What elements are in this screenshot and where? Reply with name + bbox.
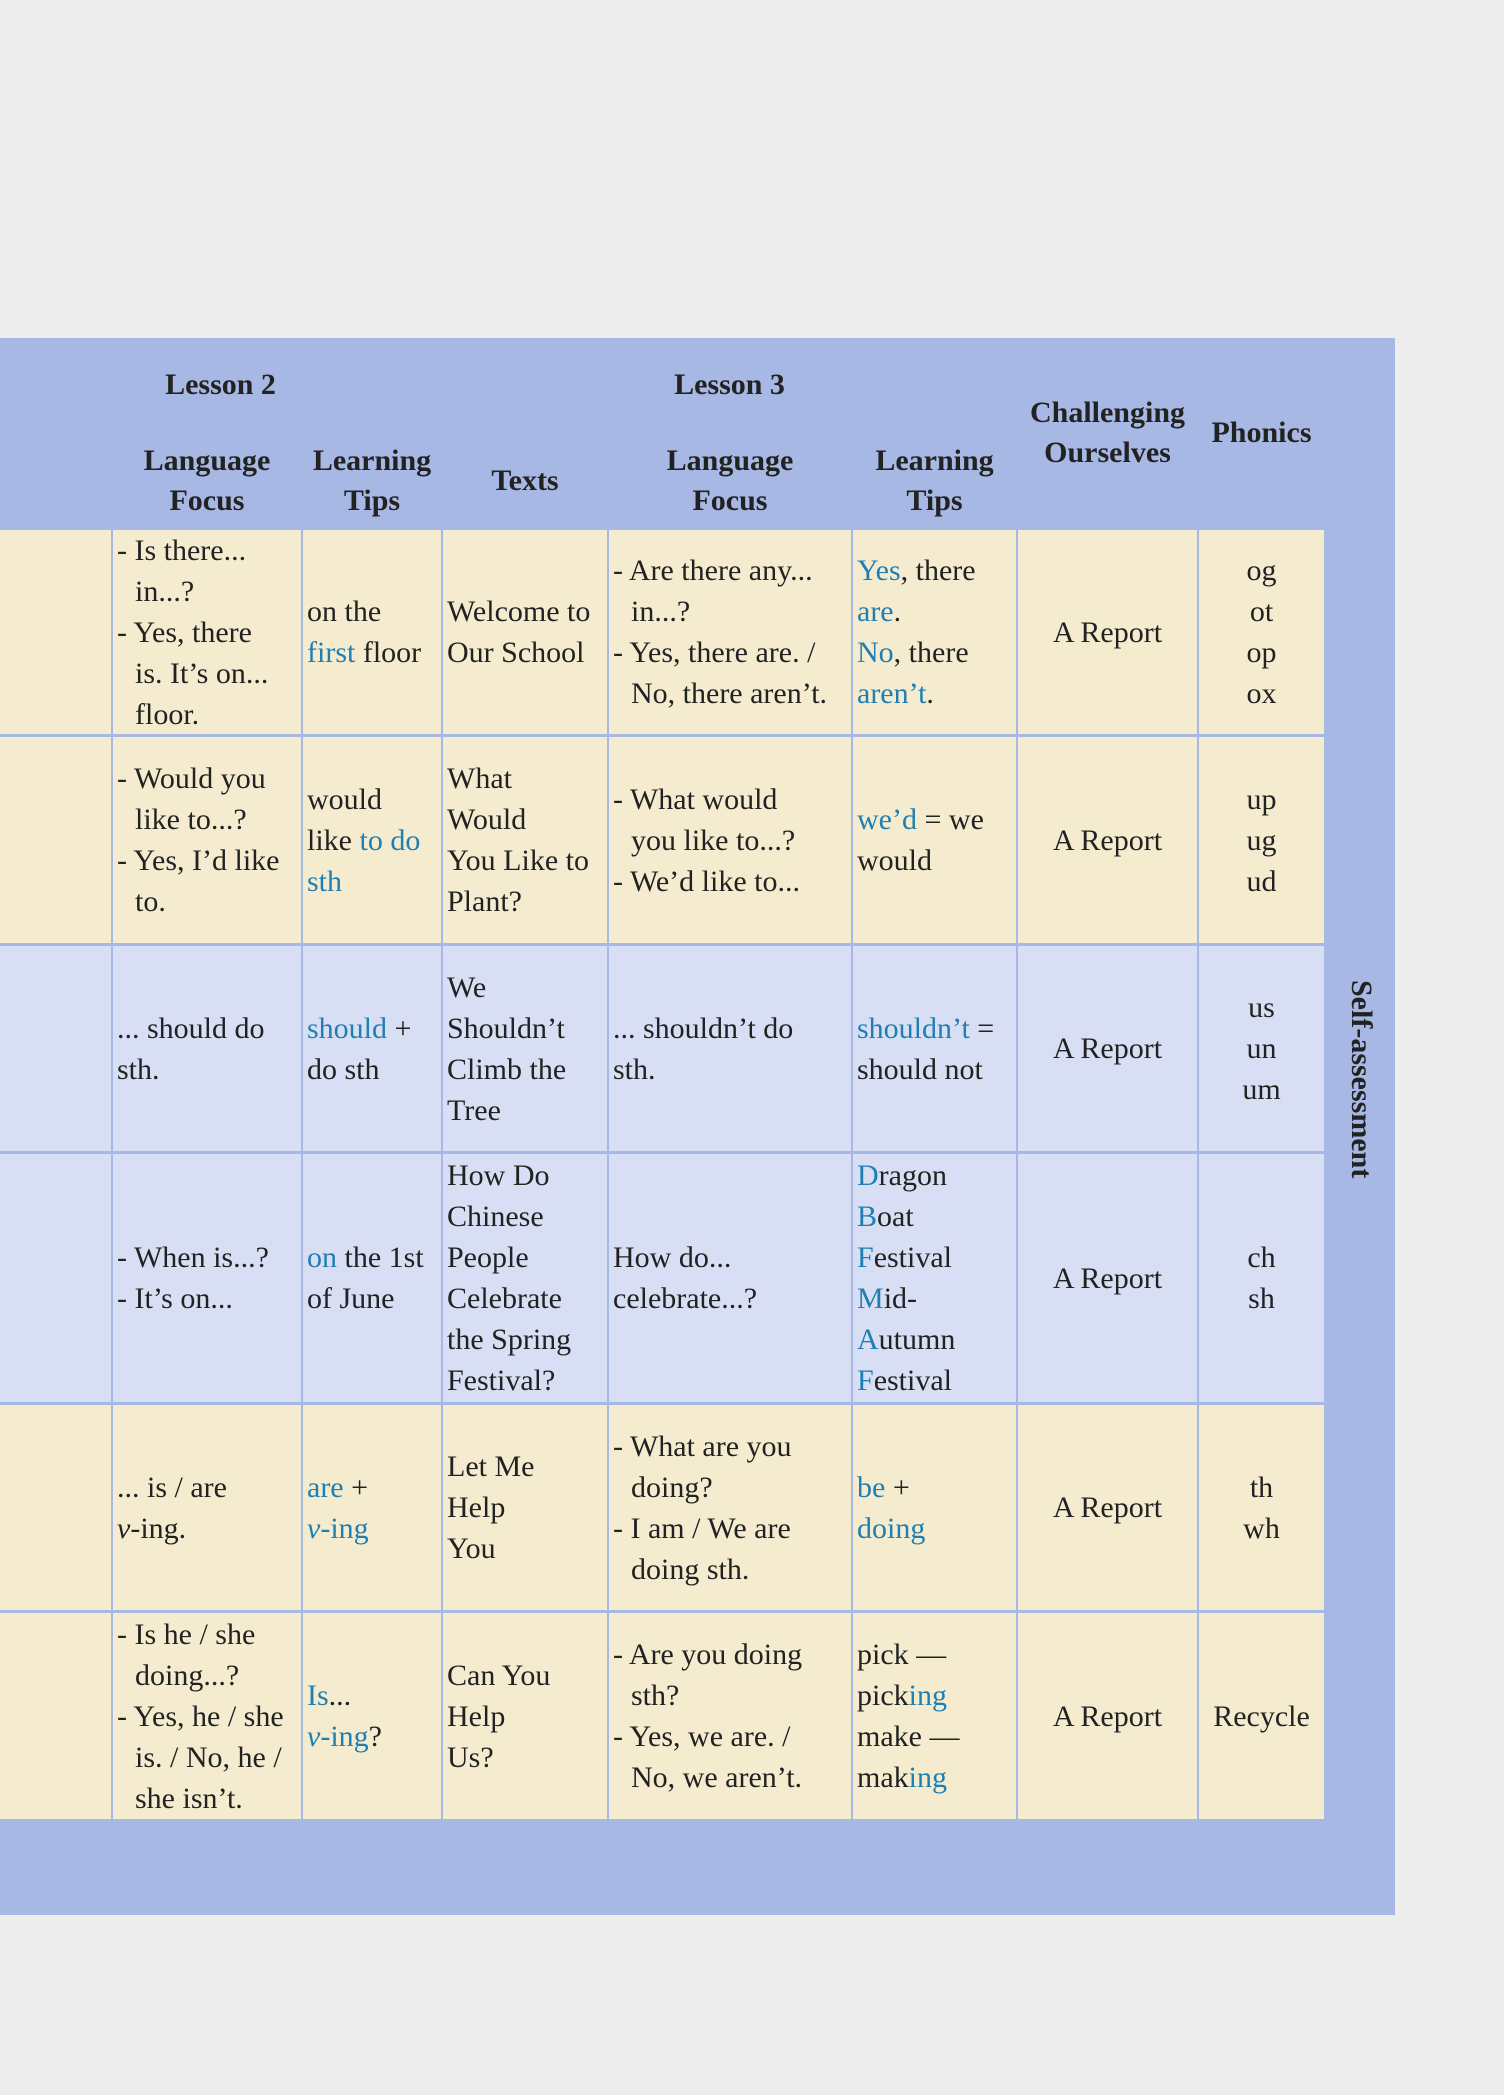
plain-text: .	[893, 595, 902, 628]
l2-learning-tips-cell	[303, 1613, 441, 1819]
cell-text	[117, 1467, 227, 1549]
cell-text	[117, 758, 280, 922]
text-line: Ourselves	[1044, 435, 1171, 469]
text-line: in...?	[135, 574, 195, 608]
cell-text	[1242, 987, 1280, 1110]
l2-language-focus-cell	[113, 1154, 301, 1402]
text-line: Focus	[692, 483, 768, 517]
phonics-cell	[1199, 530, 1324, 734]
text-line: um	[1242, 1073, 1281, 1106]
text-line: Challenging	[1029, 395, 1186, 429]
text-line	[857, 1757, 959, 1798]
text-line: Recycle	[1213, 1699, 1310, 1733]
cell-text	[857, 1155, 955, 1401]
text-line: - We’d like to...	[613, 864, 800, 898]
highlighted-text: doing	[857, 1511, 926, 1545]
plain-text: like	[307, 823, 360, 857]
cell-text	[857, 1634, 959, 1798]
highlighted-text: Yes	[857, 554, 901, 587]
cell-text	[613, 1426, 792, 1590]
text-line	[857, 550, 976, 591]
text-line: doing sth.	[631, 1552, 750, 1586]
l2-language-focus-cell	[113, 1405, 301, 1610]
plain-text: +	[387, 1011, 412, 1045]
cell-text	[447, 758, 589, 922]
highlighted-text: v-ing	[307, 1511, 369, 1545]
cell-text	[117, 1237, 269, 1319]
l3-learning-tips-cell	[853, 530, 1016, 734]
text-line: Celebrate	[447, 1282, 562, 1315]
plain-text: , there	[900, 554, 976, 587]
l2-language-focus-header	[113, 434, 301, 527]
cell-text	[313, 441, 431, 521]
cell-text	[307, 1675, 382, 1757]
plain-text: ragon	[878, 1159, 947, 1192]
text-line: like to...?	[135, 803, 247, 836]
text-line: No, there aren’t.	[631, 677, 828, 710]
plain-text: do sth	[307, 1052, 380, 1086]
text-line: - Is he / she	[117, 1617, 256, 1651]
text-line	[857, 799, 984, 840]
plain-text: ...	[328, 1679, 352, 1712]
text-line	[857, 1049, 994, 1090]
phonics-cell	[1199, 946, 1324, 1151]
text-line	[307, 820, 420, 861]
text-line: Can You	[447, 1658, 551, 1692]
text-line	[857, 1467, 925, 1508]
text-line: - Yes, I’d like	[117, 844, 280, 877]
cell-text	[613, 1237, 757, 1319]
text-line: sth.	[117, 1052, 160, 1086]
highlighted-text: F	[857, 1241, 874, 1274]
text-line: ug	[1246, 823, 1277, 857]
text-line	[307, 1508, 369, 1549]
challenge-cell: A Report	[1018, 530, 1197, 734]
text-line: - It’s on...	[117, 1282, 233, 1315]
plain-text: pick	[857, 1679, 909, 1712]
highlighted-text: should	[307, 1011, 388, 1045]
text-line: floor.	[135, 697, 200, 731]
highlighted-text: A	[857, 1323, 879, 1356]
text-line: in...?	[631, 595, 691, 628]
plain-text: floor	[355, 636, 422, 669]
text-line: Tips	[343, 483, 401, 517]
text-line: you like to...?	[631, 823, 796, 857]
text-line: What	[447, 762, 512, 795]
plain-text: the 1st	[337, 1241, 424, 1274]
l2-learning-tips-cell	[303, 1405, 441, 1610]
l2-learning-tips-cell	[303, 1154, 441, 1402]
text-line	[857, 673, 976, 714]
text-line: Festival?	[447, 1364, 556, 1397]
text-line: Our School	[447, 636, 585, 669]
text-line	[857, 1237, 955, 1278]
text-line	[307, 1008, 411, 1049]
highlighted-text: shouldn’t	[857, 1011, 970, 1045]
unit-cell	[0, 946, 111, 1151]
text-line: - Yes, there	[117, 615, 252, 649]
text-line	[307, 861, 420, 902]
plain-text: utumn	[878, 1323, 956, 1356]
plain-text: +	[885, 1470, 910, 1504]
highlighted-text: No	[857, 636, 894, 669]
challenge-cell: A Report	[1018, 946, 1197, 1151]
text-line: the Spring	[447, 1323, 572, 1356]
plain-text: pick —	[857, 1638, 947, 1671]
challenge-cell: A Report	[1018, 1613, 1197, 1819]
plain-text: make —	[857, 1720, 960, 1753]
text-line	[857, 1634, 959, 1675]
cell-text	[144, 441, 271, 521]
highlighted-text: are	[857, 595, 894, 628]
text-line: is. / No, he /	[135, 1740, 282, 1774]
l2-language-focus-cell	[113, 530, 301, 734]
cell-text	[307, 779, 420, 902]
text-line	[857, 1155, 955, 1196]
text-line: Focus	[169, 483, 245, 517]
text-line: up	[1246, 782, 1277, 816]
l3-text-cell	[443, 946, 607, 1151]
plain-text: would	[857, 844, 932, 877]
cell-text	[857, 799, 984, 881]
l2-learning-tips-cell	[303, 530, 441, 734]
cell-text	[307, 1008, 411, 1090]
text-line: No, we aren’t.	[631, 1761, 803, 1794]
text-line: us	[1248, 991, 1275, 1024]
text-line: - I am / We are	[613, 1511, 791, 1545]
text-line: How do...	[613, 1241, 732, 1274]
text-line: wh	[1243, 1511, 1280, 1545]
text-line: ... shouldn’t do	[613, 1011, 794, 1045]
plain-text: ?	[368, 1720, 382, 1753]
text-line: Tree	[447, 1093, 501, 1127]
cell-text	[613, 1634, 802, 1798]
text-line	[307, 591, 421, 632]
l2-language-focus-cell	[113, 1613, 301, 1819]
cell-text	[447, 591, 590, 673]
highlighted-text: M	[857, 1282, 884, 1315]
l3-language-focus-header	[609, 434, 851, 527]
italic-v: v	[117, 1511, 131, 1545]
highlighted-text: ing	[908, 1679, 947, 1712]
text-line: Shouldn’t	[447, 1011, 565, 1045]
text-line: - Yes, there are. /	[613, 636, 816, 669]
l2-language-focus-cell	[113, 946, 301, 1151]
text-line	[857, 1278, 955, 1319]
l3-text-cell	[443, 737, 607, 943]
l3-language-focus-cell	[609, 1154, 851, 1402]
highlighted-text: first	[307, 636, 356, 669]
text-line: Learning	[312, 443, 432, 477]
l3-text-cell	[443, 1613, 607, 1819]
plain-text: id-	[883, 1282, 918, 1315]
text-line: sth?	[631, 1679, 680, 1712]
text-line	[857, 1319, 955, 1360]
cell-text	[1030, 393, 1185, 473]
plain-text: , there	[893, 636, 969, 669]
cell-text	[613, 550, 827, 714]
unit-cell	[0, 1613, 111, 1819]
cell-text	[1213, 1696, 1310, 1737]
plain-text: oat	[877, 1200, 914, 1233]
plain-text: should not	[857, 1052, 983, 1086]
text-line: Chinese	[447, 1200, 544, 1233]
text-line: - Is there...	[117, 533, 247, 567]
highlighted-text: F	[857, 1364, 874, 1397]
plain-text: estival	[873, 1364, 952, 1397]
highlighted-text: ing	[908, 1761, 947, 1794]
cell-text	[117, 1008, 265, 1090]
text-line: - Would you	[117, 762, 266, 795]
text-line: - Are there any...	[613, 554, 813, 587]
l2-language-focus-cell	[113, 737, 301, 943]
highlighted-text: aren’t	[857, 677, 927, 710]
challenge-cell: A Report	[1018, 1154, 1197, 1402]
plain-text: .	[926, 677, 934, 710]
plain-text: of June	[307, 1282, 395, 1315]
cell-text	[613, 1008, 793, 1090]
plain-text: would	[307, 782, 382, 816]
unit-cell	[0, 530, 111, 734]
highlighted-text: on	[307, 1241, 337, 1274]
cell-text	[1247, 779, 1277, 902]
text-line: celebrate...?	[613, 1282, 758, 1315]
text-line	[857, 1675, 959, 1716]
lesson2-header: Lesson 2	[0, 338, 441, 432]
phonics-cell	[1199, 1405, 1324, 1610]
l3-language-focus-cell	[609, 737, 851, 943]
challenge-cell: A Report	[1018, 737, 1197, 943]
cell-text	[857, 1008, 994, 1090]
text-line: - When is...?	[117, 1241, 269, 1274]
highlighted-text: we’d	[857, 803, 917, 836]
highlighted-text: v-ing	[307, 1720, 369, 1753]
text-line: to.	[135, 885, 166, 918]
l2-learning-tips-cell	[303, 737, 441, 943]
cell-text	[1247, 550, 1277, 714]
l3-language-focus-cell	[609, 530, 851, 734]
text-line	[857, 1008, 994, 1049]
unit-cell	[0, 1405, 111, 1610]
text-line: Tips	[906, 483, 963, 517]
l3-learning-tips-cell	[853, 1154, 1016, 1402]
highlighted-text: to do	[359, 823, 421, 857]
cell-text	[117, 1614, 284, 1819]
l2-learning-tips-header	[303, 434, 441, 527]
cell-text	[117, 530, 268, 734]
text-line: Would	[447, 803, 527, 836]
text-line: How Do	[447, 1159, 550, 1192]
text-line	[857, 840, 984, 881]
challenging-header	[1018, 338, 1197, 527]
text-line: op	[1246, 636, 1277, 669]
cell-text	[857, 550, 976, 714]
l3-language-focus-cell	[609, 1405, 851, 1610]
side-label-strip	[1327, 338, 1395, 1821]
text-line	[857, 591, 976, 632]
text-line: You	[447, 1532, 496, 1565]
cell-text	[447, 1155, 571, 1401]
l2-learning-tips-cell	[303, 946, 441, 1151]
text-line: - Yes, he / she	[117, 1699, 284, 1733]
l3-learning-tips-header	[853, 434, 1016, 527]
text-line: - What would	[613, 782, 778, 816]
text-line: - Are you doing	[613, 1638, 803, 1671]
text-line: - What are you	[613, 1429, 792, 1463]
text-line: People	[447, 1241, 529, 1274]
phonics-header: Phonics	[1199, 338, 1324, 527]
text-line: You Like to	[447, 844, 589, 877]
text-line: is. It’s on...	[135, 656, 269, 690]
text-line: v-ing.	[117, 1511, 187, 1545]
unit-cell	[0, 1154, 111, 1402]
text-line	[307, 1237, 424, 1278]
plain-text: +	[343, 1470, 369, 1504]
highlighted-text: sth	[307, 864, 343, 898]
text-line: og	[1246, 554, 1277, 587]
cell-text	[307, 1467, 369, 1549]
l3-learning-tips-cell	[853, 1613, 1016, 1819]
l3-text-cell	[443, 1154, 607, 1402]
phonics-cell	[1199, 737, 1324, 943]
italic-v: v	[307, 1720, 321, 1753]
l3-texts-header: Texts	[443, 434, 607, 527]
plain-text: on the	[307, 595, 382, 628]
plain-text: estival	[873, 1241, 952, 1274]
text-line: Us?	[447, 1740, 494, 1774]
text-line	[307, 779, 420, 820]
plain-text: = we	[916, 803, 984, 836]
highlighted-text: Is	[307, 1679, 329, 1712]
text-line	[857, 1360, 955, 1401]
text-line: ... is / are	[117, 1470, 227, 1504]
highlighted-text: B	[857, 1200, 878, 1233]
cell-text	[667, 441, 794, 521]
challenge-cell: A Report	[1018, 1405, 1197, 1610]
cell-text	[447, 1655, 550, 1778]
text-line: th	[1249, 1470, 1274, 1504]
l3-text-cell	[443, 1405, 607, 1610]
text-line: Let Me	[447, 1450, 535, 1483]
l3-learning-tips-cell	[853, 1405, 1016, 1610]
text-line: sth.	[613, 1052, 656, 1086]
text-line: ot	[1249, 595, 1274, 628]
text-line	[857, 1716, 959, 1757]
cell-text	[307, 591, 421, 673]
text-line: doing...?	[135, 1658, 240, 1692]
text-line: doing?	[631, 1470, 713, 1504]
cell-text	[447, 1446, 534, 1569]
cell-text	[857, 1467, 925, 1549]
unit-cell	[0, 737, 111, 943]
l3-learning-tips-cell	[853, 946, 1016, 1151]
blank-header	[0, 434, 111, 527]
text-line	[307, 1716, 382, 1757]
highlighted-text: be	[857, 1470, 886, 1504]
phonics-cell	[1199, 1154, 1324, 1402]
text-line: ud	[1246, 864, 1277, 898]
text-line	[307, 1675, 382, 1716]
lesson3-header: Lesson 3	[443, 338, 1016, 432]
text-line: ch	[1247, 1241, 1276, 1274]
text-line: Help	[447, 1491, 506, 1524]
text-line	[857, 632, 976, 673]
phonics-cell	[1199, 1613, 1324, 1819]
text-line: un	[1246, 1032, 1277, 1065]
cell-text	[1247, 1237, 1275, 1319]
cell-text	[307, 1237, 424, 1319]
text-line: Climb the	[447, 1052, 567, 1086]
text-line: Welcome to	[447, 595, 591, 628]
text-line: Plant?	[447, 885, 522, 918]
text-line: ox	[1246, 677, 1277, 710]
text-line	[307, 1049, 411, 1090]
text-line	[857, 1508, 925, 1549]
text-line	[857, 1196, 955, 1237]
text-line: ... should do	[117, 1011, 265, 1045]
text-line: Language	[666, 443, 794, 477]
text-line: Language	[143, 443, 271, 477]
text-line	[307, 1278, 424, 1319]
italic-v: v	[307, 1511, 321, 1545]
plain-text: mak	[857, 1761, 909, 1794]
cell-text	[875, 441, 993, 521]
l3-text-cell	[443, 530, 607, 734]
text-line	[307, 632, 421, 673]
text-line: sh	[1248, 1282, 1275, 1315]
cell-text	[613, 779, 800, 902]
text-line	[307, 1467, 369, 1508]
text-line: Learning	[875, 443, 994, 477]
text-line: We	[447, 970, 487, 1004]
highlighted-text: D	[857, 1159, 879, 1192]
l3-learning-tips-cell	[853, 737, 1016, 943]
cell-text	[447, 967, 566, 1131]
l3-language-focus-cell	[609, 1613, 851, 1819]
self-assessment-label: Self-assessment	[1345, 980, 1378, 1179]
cell-text	[1243, 1467, 1280, 1549]
text-line: she isn’t.	[135, 1781, 243, 1815]
text-line: - Yes, we are. /	[613, 1720, 791, 1753]
highlighted-text: are	[307, 1470, 344, 1504]
plain-text: =	[969, 1011, 995, 1045]
text-line: Help	[447, 1699, 506, 1733]
l3-language-focus-cell	[609, 946, 851, 1151]
